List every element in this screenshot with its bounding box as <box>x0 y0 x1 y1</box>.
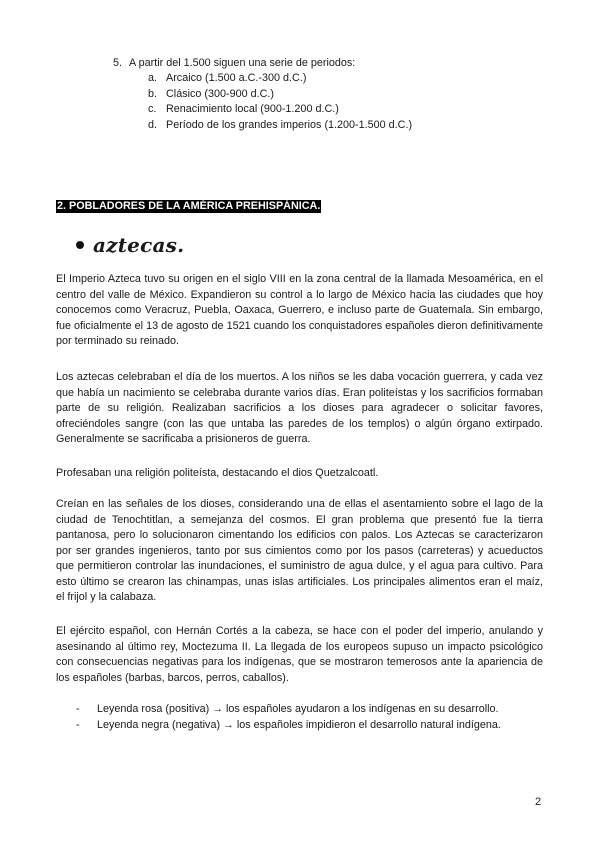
legend-list <box>76 702 501 733</box>
bullet-title <box>76 232 184 258</box>
list-item <box>76 718 501 734</box>
paragraph-conquest: El ejército español, con Hernán Cortés a la cabeza, se hace con el poder del imperio, anulando y asesinando al último rey, Moctezuma II. La llegada de los europeos supuso un impacto psicológico con consecuencias negativas para los indígenas, que se mostraron temerosos ante la apariencia de los españoles (barbas, barcos, perros, caballos). <box>56 625 543 684</box>
section-heading: 2. POBLADORES DE LA AMÉRICA PREHISPÁNICA. <box>57 200 321 212</box>
sub-item-text: Período de los grandes imperios (1.200-1.500 d.C.) <box>166 118 413 131</box>
dash-marker: - <box>76 703 80 715</box>
list-number: 5. <box>113 57 123 69</box>
sub-item-a <box>148 71 412 87</box>
list-item <box>76 702 501 718</box>
sub-item-text: Renacimiento local (900-1.200 d.C.) <box>166 103 339 115</box>
sub-item-text: Arcaico (1.500 a.C.-300 d.C.) <box>166 72 307 84</box>
page-number: 2 <box>535 796 542 808</box>
list-item-text: Leyenda negra (negativa) → los españoles impidieron el desarrollo natural indígena. <box>97 718 501 731</box>
paragraph-engineering: Creían en las señales de los dioses, considerando una de ellas el asentamiento sobre el lago de la ciudad de Tenochtitlan, a semejanza del cosmos. El gran problema que presentó fue la tierra pantanosa, pero lo solucionaron cimentando los edificios con palos. Los Aztecas se caracterizaron por ser grandes ingenieros, tanto por sus cimientos como por los pasos (carreteras) y acueductos que permitieron controlar las inundaciones, el suministro de agua dulce, y el agua para cultivo. Para esto último se crearon las chinampas, unas islas artificiales. Los principales alimentos eran el maíz, el frijol y la calabaza. <box>56 498 543 603</box>
sub-item-letter: a. <box>148 72 158 84</box>
dash-marker: - <box>76 718 80 731</box>
sub-item-d <box>148 118 412 134</box>
paragraph-origin: El Imperio Azteca tuvo su origen en el siglo VIII en la zona central de la llamada Mesoamérica, en el centro del valle de México. Expandieron su control a lo largo de México hacia las ciudades que hoy conocemos como Veracruz, Puebla, Oaxaca, Guerrero, e incluso parte de Guatemala. Sin embargo, fue oficialmente el 13 de agosto de 1521 cuando los conquistadores españoles dieron definitivamente por terminado su reinado. <box>56 273 543 347</box>
bullet-title-text: aztecas. <box>93 233 185 257</box>
sub-item-text: Clásico (300-900 d.C.) <box>166 87 275 100</box>
paragraph-customs: Los aztecas celebraban el día de los muertos. A los niños se les daba vocación guerrera, y cada vez que había un nacimiento se celebraba durante varios días. Eran politeístas y los sacrificios formaban parte de su religión. Realizaban sacrificios a los dioses para agradecer o solicitar favores, ofreciéndoles sangre (con las que untaba las paredes de los templos) o algún órgano extirpado. Generalmente se sacrificaba a prisioneros de guerra. <box>56 371 543 445</box>
sub-item-letter: d. <box>148 118 158 131</box>
list-item-text: A partir del 1.500 siguen una serie de periodos: <box>129 57 356 69</box>
list-item-5 <box>113 56 355 72</box>
sub-list <box>148 71 412 133</box>
paragraph-religion: Profesaban una religión politeísta, destacando el dios Quetzalcoatl. <box>56 467 379 479</box>
sub-item-c <box>148 102 412 118</box>
sub-item-b <box>148 87 412 103</box>
sub-item-letter: b. <box>148 87 158 100</box>
bullet-dot-icon <box>76 241 84 249</box>
list-item-text: Leyenda rosa (positiva) → los españoles ayudaron a los indígenas en su desarrollo. <box>97 703 499 715</box>
sub-item-letter: c. <box>148 103 157 115</box>
